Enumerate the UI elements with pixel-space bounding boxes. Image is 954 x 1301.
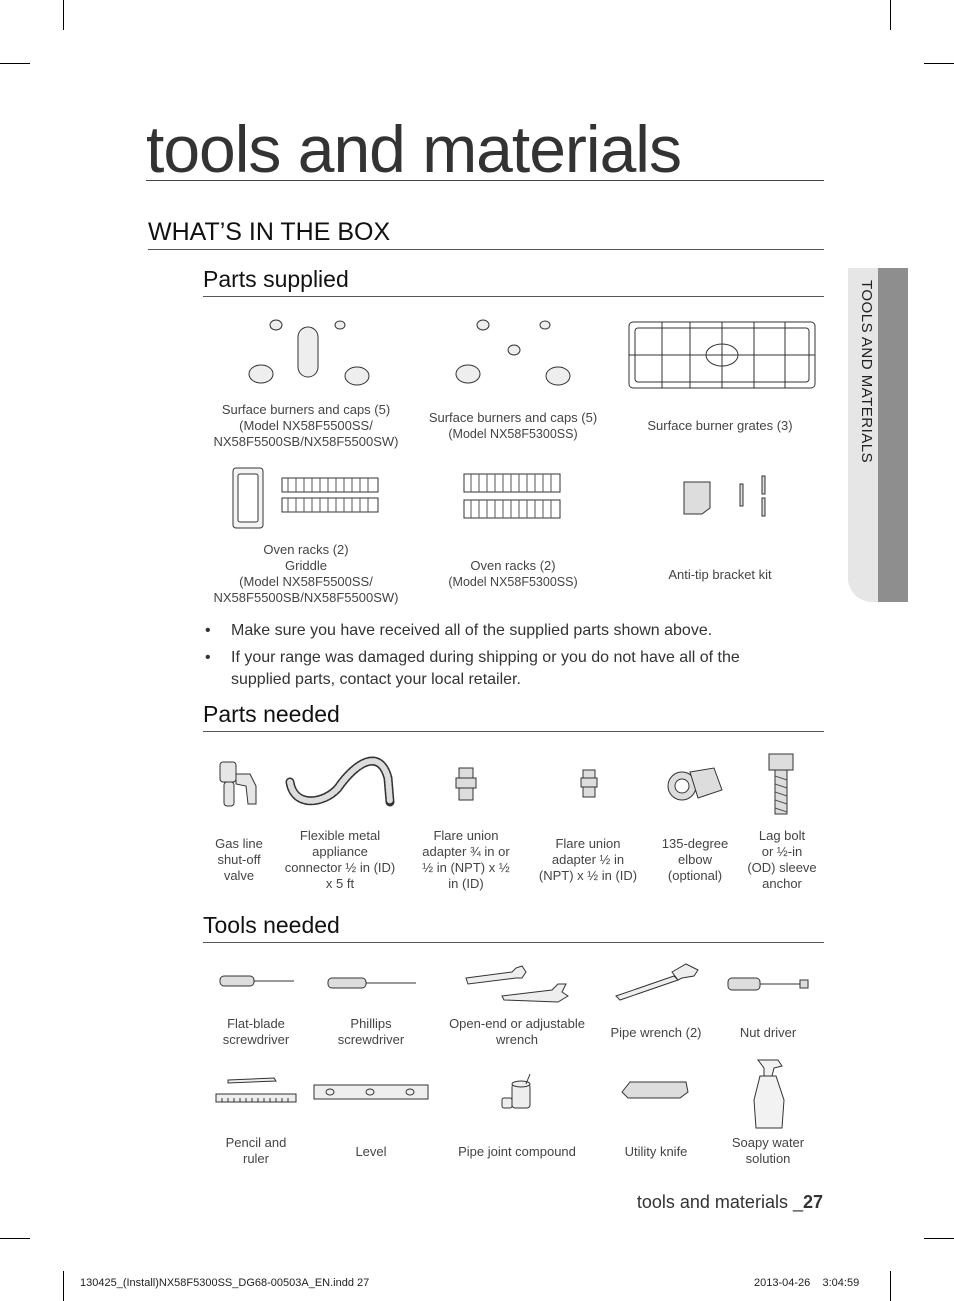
- note-item: • Make sure you have received all of the supplied parts shown above.: [205, 622, 713, 639]
- tool-item: [722, 1135, 814, 1167]
- side-tab-label: TOOLS AND MATERIALS: [858, 280, 875, 464]
- parts-supplied-heading: Parts supplied: [203, 266, 824, 297]
- item-text: Open-end or adjustable: [449, 1016, 585, 1031]
- flexible-connector-illustration: [284, 752, 396, 810]
- tool-item: [320, 1144, 422, 1160]
- burner-grates-illustration: [627, 318, 817, 392]
- notes-list: [203, 620, 803, 696]
- pencil-ruler-illustration: [214, 1074, 298, 1106]
- item-text: Oven racks (2): [470, 558, 556, 573]
- item-text: (Model NX58F5300SS): [448, 427, 578, 441]
- item-text: NX58F5500SB/NX58F5500SW): [213, 590, 399, 605]
- flat-blade-screwdriver-illustration: [218, 974, 296, 988]
- lag-bolt-illustration: [766, 752, 796, 816]
- footer-label: tools and materials _: [636, 1192, 803, 1212]
- oven-racks-illustration: [462, 470, 562, 524]
- item-text: screwdriver: [337, 1032, 405, 1047]
- part-supplied-item: [420, 410, 606, 442]
- item-text: Oven racks (2): [263, 542, 349, 557]
- shut-off-valve-illustration: [216, 756, 262, 812]
- item-text: (optional): [667, 868, 723, 883]
- phillips-screwdriver-illustration: [326, 976, 418, 990]
- item-text: screwdriver: [222, 1032, 290, 1047]
- item-text: (NPT) x ½ in (ID): [538, 868, 638, 883]
- side-tab-stripe: [878, 268, 908, 602]
- part-needed-item: [742, 828, 822, 892]
- item-text: Anti-tip bracket kit: [668, 567, 772, 582]
- tool-item: [600, 1025, 712, 1041]
- utility-knife-illustration: [620, 1078, 692, 1100]
- tool-item: [320, 1016, 422, 1048]
- part-supplied-item: [206, 402, 406, 450]
- item-text: in (ID): [448, 876, 484, 891]
- item-text: wrench: [496, 1032, 538, 1047]
- item-text: Surface burner grates (3): [647, 418, 793, 433]
- pipe-compound-illustration: [500, 1074, 536, 1112]
- part-needed-item: [650, 836, 740, 884]
- page-title: tools and materials: [146, 118, 824, 181]
- item-text: Flexible metal: [299, 828, 381, 843]
- page-footer: [637, 1192, 823, 1213]
- note-text: Make sure you have received all of the supplied parts shown above.: [231, 622, 713, 639]
- spray-bottle-illustration: [750, 1056, 790, 1130]
- item-text: 135-degree: [661, 836, 729, 851]
- note-item: • If your range was damaged during shipping or you do not have all of the supplied parts, contact your local retailer.: [205, 649, 740, 688]
- item-text: Pipe wrench (2): [610, 1025, 702, 1040]
- item-text: Level: [355, 1144, 387, 1159]
- tool-item: [206, 1016, 306, 1048]
- item-text: Griddle: [285, 558, 327, 573]
- item-text: solution: [745, 1151, 791, 1166]
- item-text: adapter ¾ in or: [422, 844, 510, 859]
- griddle-racks-illustration: [230, 466, 380, 530]
- item-text: (OD) sleeve: [747, 860, 817, 875]
- item-text: connector ½ in (ID): [284, 860, 396, 875]
- item-text: shut-off: [217, 852, 261, 867]
- part-needed-item: [278, 828, 402, 892]
- item-text: valve: [223, 868, 255, 883]
- anti-tip-bracket-illustration: [680, 474, 772, 520]
- parts-needed-heading: Parts needed: [203, 701, 824, 732]
- item-text: Surface burners and caps (5): [221, 402, 391, 417]
- tool-item: [438, 1016, 596, 1048]
- item-text: Surface burners and caps (5): [428, 410, 598, 425]
- item-text: Utility knife: [624, 1144, 688, 1159]
- item-text: Nut driver: [739, 1025, 797, 1040]
- tools-needed-heading: Tools needed: [203, 912, 824, 943]
- section-heading: WHAT’S IN THE BOX: [148, 218, 824, 250]
- part-supplied-item: [420, 558, 606, 590]
- item-text: Flare union: [555, 836, 621, 851]
- nut-driver-illustration: [726, 976, 810, 992]
- tool-item: [600, 1144, 712, 1160]
- item-text: Gas line: [215, 836, 263, 851]
- item-text: NX58F5500SB/NX58F5500SW): [213, 434, 399, 449]
- page-number: 27: [802, 1192, 823, 1212]
- tool-item: [206, 1135, 306, 1167]
- part-needed-item: [532, 836, 644, 884]
- tool-item: [722, 1025, 814, 1041]
- part-needed-item: [206, 836, 272, 884]
- tool-item: [438, 1144, 596, 1160]
- item-text: Pencil and: [225, 1135, 287, 1150]
- item-text: ruler: [242, 1151, 269, 1166]
- item-text: (Model NX58F5500SS/: [239, 418, 373, 433]
- item-text: elbow: [678, 852, 712, 867]
- level-illustration: [312, 1082, 430, 1102]
- item-text: (Model NX58F5500SS/: [239, 574, 373, 589]
- item-text: Flat-blade: [227, 1016, 285, 1031]
- item-text: Flare union: [433, 828, 499, 843]
- item-text: Soapy water: [731, 1135, 805, 1150]
- note-text: If your range was damaged during shipping or you do not have all of the supplied parts, contact your local retailer.: [231, 649, 740, 688]
- flare-adapter-illustration: [455, 766, 477, 802]
- print-slug-file: 130425_(Install)NX58F5300SS_DG68-00503A_EN.indd 27: [80, 1277, 370, 1289]
- item-text: adapter ½ in: [551, 852, 625, 867]
- item-text: Lag bolt: [758, 828, 806, 843]
- item-text: (Model NX58F5300SS): [448, 575, 578, 589]
- wrench-illustration: [462, 962, 574, 1002]
- item-text: or ½-in: [761, 844, 803, 859]
- item-text: x 5 ft: [325, 876, 355, 891]
- part-supplied-item: [206, 542, 406, 606]
- flare-adapter-small-illustration: [580, 768, 598, 800]
- item-text: anchor: [762, 876, 802, 891]
- burner-caps-illustration: [245, 316, 365, 391]
- pipe-wrench-illustration: [612, 962, 704, 1002]
- part-supplied-item: [630, 418, 810, 434]
- burner-caps-illustration-2: [450, 316, 580, 391]
- item-text: appliance: [312, 844, 368, 859]
- item-text: Pipe joint compound: [458, 1144, 576, 1159]
- part-needed-item: [410, 828, 522, 892]
- print-slug-date: 2013-04-26 3:04:59: [754, 1277, 860, 1289]
- part-supplied-item: [630, 567, 810, 583]
- elbow-illustration: [664, 764, 726, 804]
- item-text: Phillips: [350, 1016, 392, 1031]
- item-text: ½ in (NPT) x ½: [422, 860, 510, 875]
